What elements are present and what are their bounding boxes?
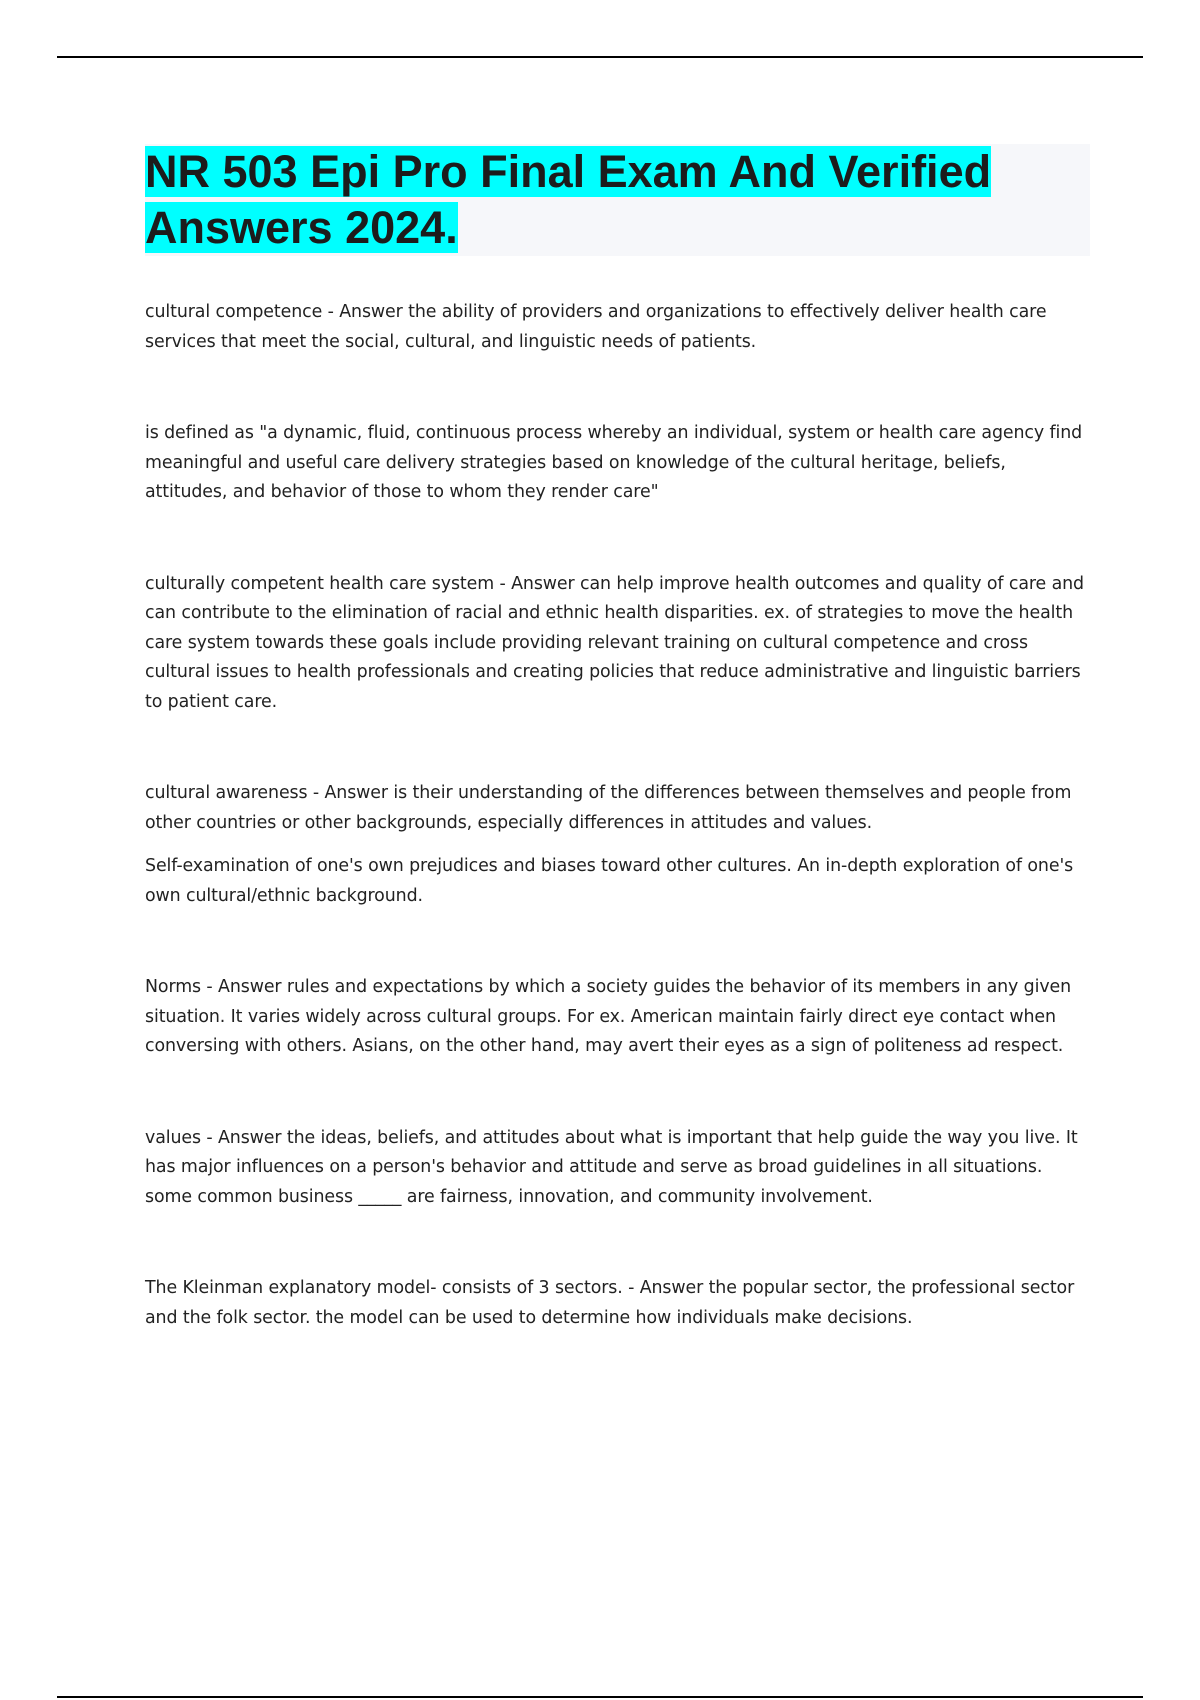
title-highlight: NR 503 Epi Pro Final Exam And Verified Answers 2024. <box>145 146 992 253</box>
document-body <box>145 144 1090 1333</box>
entry-kleinman-model: The Kleinman explanatory model- consists of 3 sectors. - Answer the popular sector, the professional sector and the folk sector. the model can be used to determine how individuals make decisions. <box>145 1278 1075 1328</box>
title-block <box>145 144 1090 256</box>
entry-norms: Norms - Answer rules and expectations by which a society guides the behavior of its members in any given situation. It varies widely across cultural groups. For ex. American maintain fairly direct eye contact when conversing with others. Asians, on the other hand, may avert their eyes as a sign of politeness ad respect. <box>145 977 1072 1056</box>
top-rule <box>57 56 1143 58</box>
entry-cultural-competence: cultural competence - Answer the ability of providers and organizations to effectively deliver health care services that meet the social, cultural, and linguistic needs of patients. <box>145 302 1047 352</box>
document-title <box>145 144 1090 256</box>
entry-self-examination: Self-examination of one's own prejudices and biases toward other cultures. An in-depth exploration of one's own cultural/ethnic background. <box>145 856 1074 906</box>
entry-culturally-competent-system: culturally competent health care system - Answer can help improve health outcomes and quality of care and can contribute to the elimination of racial and ethnic health disparities. ex. of strategies to move the health care system towards these goals include providing relevant training on cultural competence and cross cultural issues to health professionals and creating policies that reduce administrative and linguistic barriers to patient care. <box>145 573 1084 712</box>
bottom-rule <box>57 1696 1143 1698</box>
entry-cultural-awareness: cultural awareness - Answer is their understanding of the differences between themselves and people from other countries or other backgrounds, especially differences in attitudes and values. <box>145 783 1072 833</box>
entry-definition: is defined as "a dynamic, fluid, continuous process whereby an individual, system or health care agency find meaningful and useful care delivery strategies based on knowledge of the cultural heritage, beliefs, attitudes, and behavior of those to whom they render care" <box>145 423 1083 502</box>
entry-values: values - Answer the ideas, beliefs, and attitudes about what is important that help guide the way you live. It has major influences on a person's behavior and attitude and serve as broad guidelines in all situations. some common business _____ are fairness, innovation, and community involvement. <box>145 1127 1078 1207</box>
